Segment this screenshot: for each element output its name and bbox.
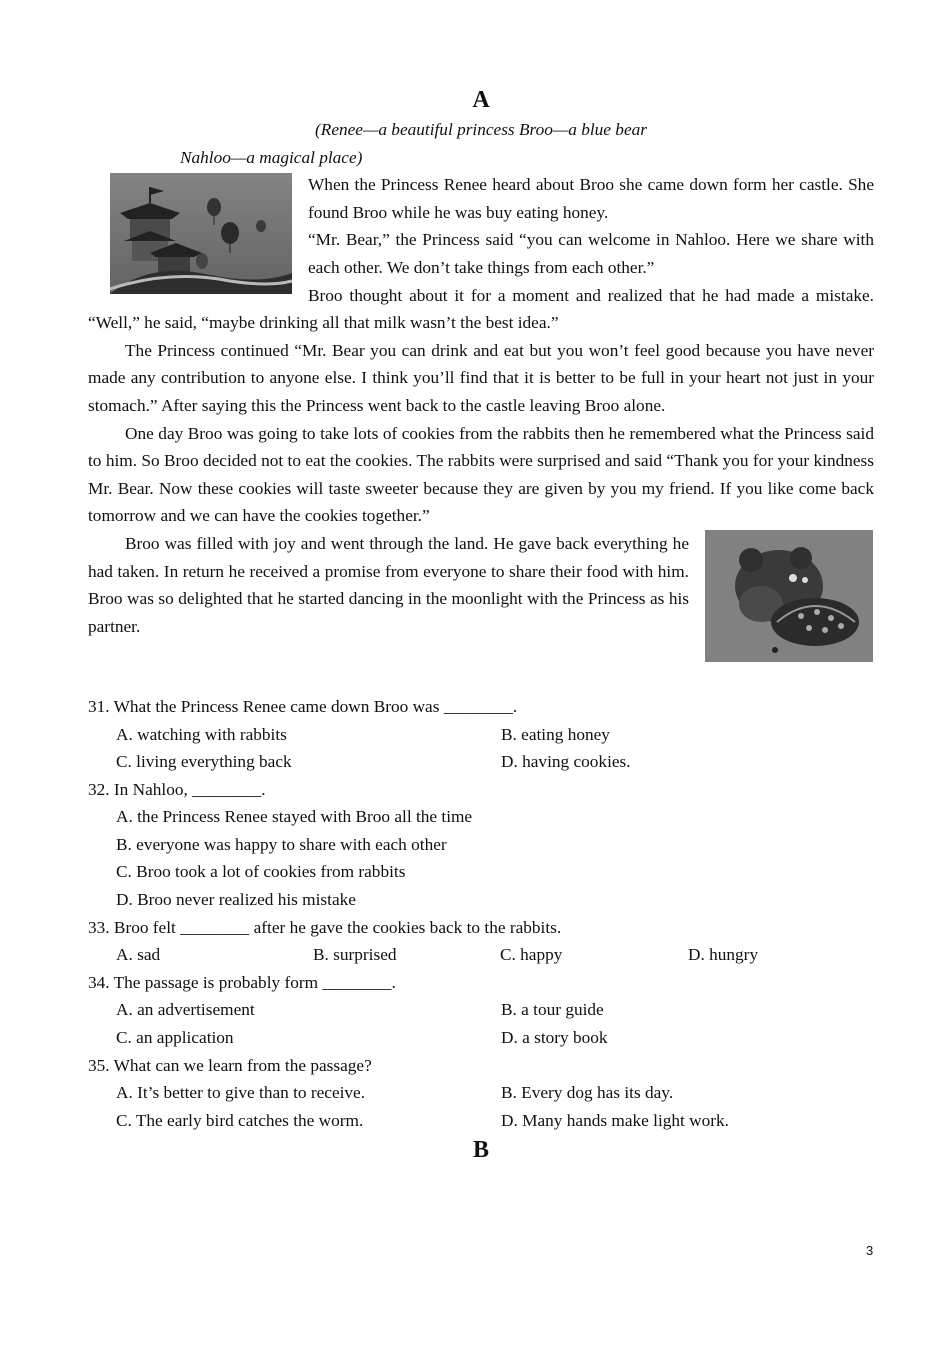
question-stem: 32. In Nahloo, ________. xyxy=(88,779,266,799)
answer-option: C. Broo took a lot of cookies from rabbits xyxy=(116,862,406,882)
answer-option: C. living everything back xyxy=(116,752,292,772)
answer-option: B. surprised xyxy=(313,945,397,965)
answer-option: C. happy xyxy=(500,945,563,965)
section-b-title: B xyxy=(472,1137,489,1164)
passage-paragraph: The Princess continued “Mr. Bear you can drink and eat but you won’t feel good because you have never made any contribution to anyone else. I think you’ll find that it is better to be full in your heart not just in your stomach.” After saying this the Princess went back to the castle leaving Broo alone. xyxy=(88,340,874,415)
answer-option: B. a tour guide xyxy=(501,1000,604,1020)
passage-paragraph: Broo was filled with joy and went through the land. He gave back everything he had taken. In return he received a promise from everyone to share their food with him. Broo was so delighted that he started dancing in the moonlight with the Princess as his partner. xyxy=(88,533,689,636)
answer-option: A. watching with rabbits xyxy=(116,724,287,744)
passage xyxy=(88,171,874,666)
answer-option: B. Every dog has its day. xyxy=(501,1083,674,1103)
question-stem: 35. What can we learn from the passage? xyxy=(88,1055,372,1075)
answer-options xyxy=(88,941,874,969)
characters-line-1: (Renee—a beautiful princess Broo—a blue bear xyxy=(315,120,647,139)
answer-option: C. The early bird catches the worm. xyxy=(116,1110,364,1130)
answer-option: D. Many hands make light work. xyxy=(501,1110,729,1130)
question-stem: 31. What the Princess Renee came down Broo was ________. xyxy=(88,696,518,716)
section-a-title: A xyxy=(472,87,490,113)
answer-options xyxy=(88,1079,874,1134)
answer-options xyxy=(88,803,874,913)
passage-paragraph: Broo thought about it for a moment and realized that he had made a mistake. “Well,” he said, “maybe drinking all that milk wasn’t the best idea.” xyxy=(88,285,874,333)
answer-option: D. having cookies. xyxy=(501,752,631,772)
question-list xyxy=(88,693,874,1135)
question-stem: 34. The passage is probably form ________. xyxy=(88,972,396,992)
answer-option: A. sad xyxy=(116,945,161,965)
bear-illustration xyxy=(705,530,873,662)
castle-illustration xyxy=(110,173,292,294)
answer-option: D. hungry xyxy=(688,945,759,965)
answer-option: D. a story book xyxy=(501,1028,608,1048)
answer-option: B. eating honey xyxy=(501,724,610,744)
page-number: 3 xyxy=(866,1243,874,1258)
worksheet-page xyxy=(88,84,874,1166)
answer-option: A. It’s better to give than to receive. xyxy=(116,1083,366,1103)
passage-paragraph: One day Broo was going to take lots of cookies from the rabbits then he remembered what the Princess said to him. So Broo decided not to eat the cookies. The rabbits were surprised and said “Thank you for your kindness Mr. Bear. Now these cookies will taste sweeter because they are given by you my friend. If you like come back tomorrow and we can have the cookies together.” xyxy=(88,423,874,526)
answer-option: C. an application xyxy=(116,1028,234,1048)
answer-option: D. Broo never realized his mistake xyxy=(116,890,356,910)
answer-option: B. everyone was happy to share with each other xyxy=(116,834,447,854)
passage-paragraph: “Mr. Bear,” the Princess said “you can welcome in Nahloo. Here we share with each other. We don’t take things from each other.” xyxy=(308,230,874,277)
answer-options xyxy=(88,996,874,1051)
answer-option: A. an advertisement xyxy=(116,1000,255,1020)
passage-paragraph: When the Princess Renee heard about Broo she came down form her castle. She found Broo while he was buy eating honey. xyxy=(308,175,874,222)
answer-option: A. the Princess Renee stayed with Broo all the time xyxy=(116,807,473,827)
characters-line-2: Nahloo—a magical place) xyxy=(180,147,363,167)
answer-options xyxy=(88,721,874,776)
question-stem: 33. Broo felt ________ after he gave the cookies back to the rabbits. xyxy=(88,917,562,937)
